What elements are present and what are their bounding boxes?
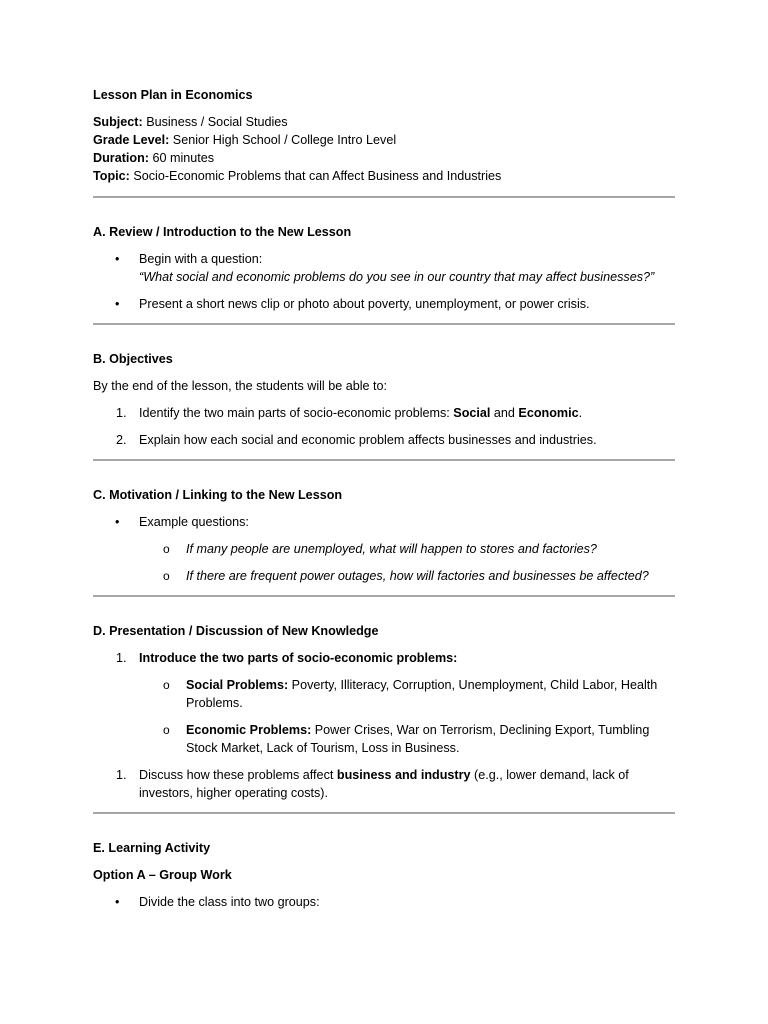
list-number: 1. (116, 406, 127, 420)
meta-value: 60 minutes (152, 151, 215, 165)
meta-grade-level (93, 131, 675, 149)
objectives-intro: By the end of the lesson, the students will be able to: (93, 379, 388, 393)
meta-value: Business / Social Studies (146, 115, 288, 129)
section-a-list (93, 250, 675, 313)
section-c-heading: C. Motivation / Linking to the New Lesson (93, 488, 343, 502)
document-title: Lesson Plan in Economics (93, 88, 253, 102)
social-problems-label: Social Problems: (186, 678, 289, 692)
list-item-text: Divide the class into two groups: (139, 895, 320, 909)
list-item-text: Present a short news clip or photo about poverty, unemployment, or power crisis. (139, 297, 590, 311)
objectives-list (93, 404, 675, 449)
document-body (93, 86, 675, 920)
meta-label: Subject: (93, 115, 143, 129)
meta-label: Duration: (93, 151, 149, 165)
section-divider (93, 323, 675, 325)
social-problems-text: Poverty, Illiteracy, Corruption, Unemployment, Child Labor, Health Problems. (186, 678, 658, 710)
sub-list (93, 676, 675, 757)
sub-bullet-marker: o (163, 723, 170, 737)
sub-list-item (93, 676, 675, 712)
list-item (93, 431, 675, 449)
section-a-heading: A. Review / Introduction to the New Lesson (93, 225, 352, 239)
section-divider (93, 196, 675, 198)
meta-value: Socio-Economic Problems that can Affect Business and Industries (133, 169, 502, 183)
emphasis-social: Social (453, 406, 491, 420)
list-item (93, 404, 675, 422)
list-item (93, 649, 675, 667)
list-item-text: Discuss how these problems affect (139, 768, 337, 782)
sub-list-item (93, 567, 675, 585)
list-item-text: . (578, 406, 583, 420)
emphasis-economic: Economic (518, 406, 579, 420)
list-item (93, 766, 675, 802)
question-text: If there are frequent power outages, how will factories and businesses be affected? (186, 569, 649, 583)
question-quote: “What social and economic problems do you see in our country that may affect businesses?” (139, 270, 655, 284)
list-item-text: Identify the two main parts of socio-economic problems: (139, 406, 454, 420)
question-text: If many people are unemployed, what will happen to stores and factories? (186, 542, 597, 556)
bullet-marker: • (115, 252, 120, 266)
economic-problems-text: Power Crises, War on Terrorism, Declining Export, Tumbling Stock Market, Lack of Tourism, Loss in Business. (186, 723, 650, 755)
list-number: 2. (116, 433, 127, 447)
meta-duration (93, 149, 675, 167)
list-item-text: Begin with a question: (139, 252, 263, 266)
motivation-list (93, 513, 675, 585)
meta-topic (93, 167, 675, 185)
sub-list-item (93, 721, 675, 757)
list-item (93, 513, 675, 531)
list-number: 1. (116, 651, 127, 665)
meta-value: Senior High School / College Intro Level (172, 133, 397, 147)
list-item-text: Explain how each social and economic problem affects businesses and industries. (139, 433, 597, 447)
section-e-heading: E. Learning Activity (93, 841, 211, 855)
bullet-marker: • (115, 895, 120, 909)
list-item-text: (e.g., lower demand, lack of investors, higher operating costs). (139, 768, 629, 800)
section-b-heading: B. Objectives (93, 352, 173, 366)
meta-label: Topic: (93, 169, 130, 183)
presentation-list (93, 649, 675, 802)
sub-list-item (93, 540, 675, 558)
list-item (93, 893, 675, 911)
section-d-heading: D. Presentation / Discussion of New Knowledge (93, 624, 379, 638)
list-item (93, 250, 675, 286)
bullet-marker: • (115, 297, 120, 311)
meta-label: Grade Level: (93, 133, 170, 147)
list-item-text: Introduce the two parts of socio-economic problems: (139, 651, 458, 665)
sub-bullet-marker: o (163, 569, 170, 583)
emphasis-business-industry: business and industry (336, 768, 471, 782)
meta-subject (93, 113, 675, 131)
section-divider (93, 812, 675, 814)
list-item-text: Example questions: (139, 515, 249, 529)
list-item-text: and (490, 406, 519, 420)
sub-list (93, 540, 675, 585)
section-divider (93, 595, 675, 597)
bullet-marker: • (115, 515, 120, 529)
sub-bullet-marker: o (163, 678, 170, 692)
economic-problems-label: Economic Problems: (186, 723, 312, 737)
list-number: 1. (116, 768, 127, 782)
section-divider (93, 459, 675, 461)
sub-bullet-marker: o (163, 542, 170, 556)
lesson-meta (93, 113, 675, 185)
option-a-heading: Option A – Group Work (93, 868, 232, 882)
activity-list (93, 893, 675, 911)
list-item (93, 295, 675, 313)
